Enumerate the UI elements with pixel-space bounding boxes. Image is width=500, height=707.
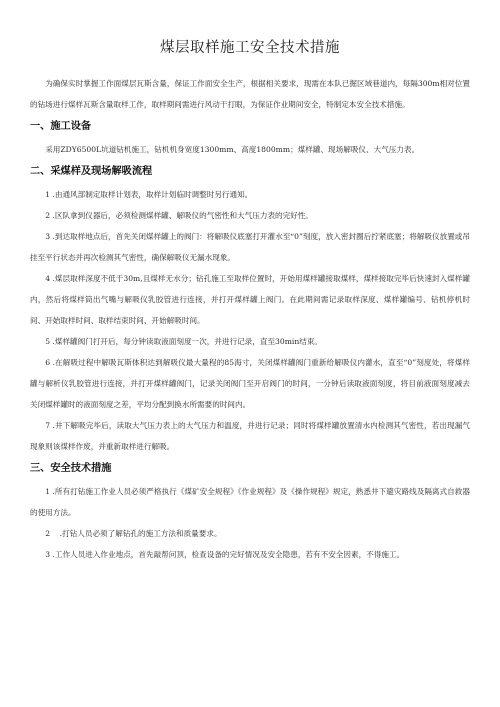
intro-paragraph: 为确保实时掌握工作面煤层瓦斯含量，保证工作面安全生产，根据相关要求，现需在本队已掘区域巷道内，每隔300m相对位置的钻场进行煤样瓦斯含量取样工作，取样期间需进行风动干打眼，为保证作业期间安全，特制定本安全技术措施。 <box>30 79 470 109</box>
list-item: 采用ZDY6500L坑道钻机施工，钻机机身宽度1300mm、高度1800mm；煤样罐、现场解吸仪、大气压力表。 <box>45 145 420 154</box>
list-item: 1 .所有打钻施工作业人员必须严格执行《煤矿安全规程》《作业规程》及《操作规程》规定，熟悉井下避灾路线及隔离式自救器的使用方法。 <box>30 487 470 517</box>
section-heading: 三、安全技术措施 <box>30 463 112 474</box>
section-equipment <box>30 118 470 160</box>
list-item: 7 .井下解吸完毕后，读取大气压力表上的大气压力和温度，并进行记录；同时将煤样罐放置清水内检测其气密性，若出现漏气现象则该煤样作废，并重新取样进行解吸。 <box>30 421 470 451</box>
list-item: 2 .区队拿到仪器后，必须检测煤样罐、解吸仪的气密性和大气压力表的完好性。 <box>45 211 314 220</box>
list-item: 2 .打钻人员必须了解钻孔的施工方法和质量要求。 <box>45 529 222 538</box>
document-title: 煤层取样施工安全技术措施 <box>160 40 340 56</box>
list-item: 1 .由通风部制定取样计划表，取样计划临时调整时另行通知。 <box>45 190 253 199</box>
list-item: 3 .到达取样地点后，首先关闭煤样罐上的阀门：将解吸仪底塞打开灌水至“0”刻度，放入密封圈后拧紧底塞；将解吸仪放置或吊挂至平行状态并再次检测其气密性，确保解吸仪无漏水现象。 <box>30 232 470 262</box>
list-item: 5 .煤样罐阀门打开后，每分钟读取液面刻度一次，并进行记录，直至30min结束。 <box>45 337 323 346</box>
list-item: 4 .煤层取样深度不低于30m,且煤样无水分；钻孔施工至取样位置时，开始用煤样罐接取煤样，煤样接取完毕后快速封入煤样罐内，然后将煤样筒出气嘴与解吸仪乳胶管进行连接，并打开煤样罐上阀门。在此期间需记录取样深度、煤样罐编号、钻机停机时间、开始取样时间、取样结束时间、开始解吸时间。 <box>30 274 470 325</box>
list-item: 3 .工作人员进入作业地点，首先敲帮问顶，检查设备的完好情况及安全隐患，若有不安全因素，不得施工。 <box>45 550 405 559</box>
section-sampling-process <box>30 163 470 457</box>
section-safety-measures <box>30 460 470 565</box>
list-item: 6 .在解吸过程中解吸瓦斯体积达到解吸仪最大量程的85海寸，关闭煤样罐阀门重新给解吸仪内灌水，直至“0”刻度处，将煤样罐与解析仪乳胶管进行连接，并打开煤样罐阀门，记录关闭阀门至开启阀门的时间，一分钟后读取液面刻度，将目前液面刻度减去关闭煤样罐时的液面刻度之差，平均分配到换水所需要的时间内。 <box>30 358 470 409</box>
section-heading: 二、采煤样及现场解吸流程 <box>30 166 153 177</box>
section-heading: 一、施工设备 <box>30 121 92 132</box>
